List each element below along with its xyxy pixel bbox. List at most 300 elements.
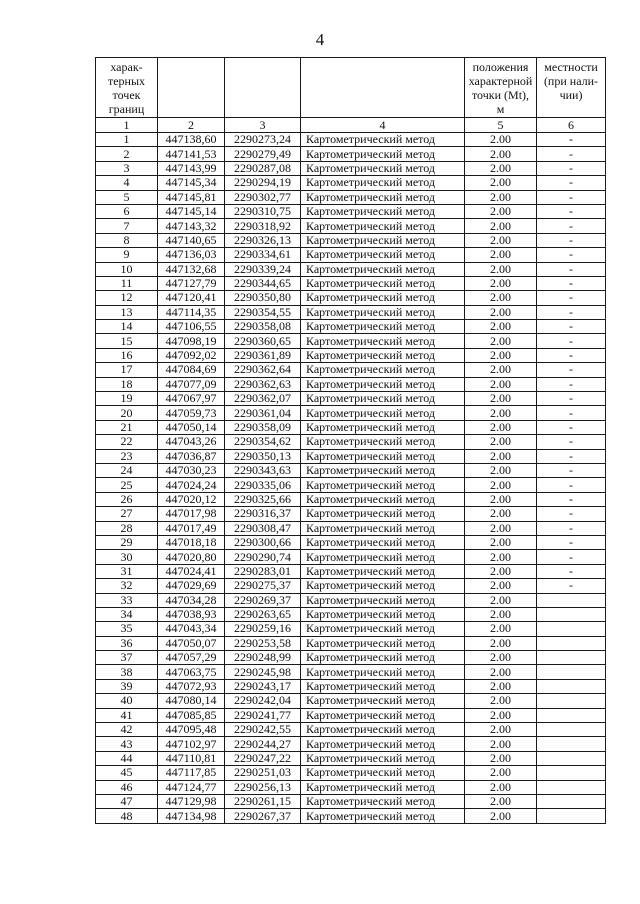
point-number-cell: 31 <box>96 564 158 578</box>
coord-y-cell: 2290343,63 <box>225 463 301 477</box>
table-row <box>96 665 606 679</box>
method-cell: Картометрический метод <box>301 651 465 665</box>
accuracy-cell: 2.00 <box>465 478 537 492</box>
description-cell: - <box>537 320 606 334</box>
coordinates-table-body <box>96 58 606 824</box>
coord-x-cell: 447127,79 <box>158 276 225 290</box>
point-number-cell: 35 <box>96 622 158 636</box>
coord-x-cell: 447102,97 <box>158 737 225 751</box>
point-number-cell: 36 <box>96 636 158 650</box>
description-cell <box>537 636 606 650</box>
table-row <box>96 708 606 722</box>
accuracy-cell: 2.00 <box>465 147 537 161</box>
coord-x-cell: 447034,28 <box>158 593 225 607</box>
table-row <box>96 363 606 377</box>
coord-y-cell: 2290335,06 <box>225 478 301 492</box>
coord-x-cell: 447114,35 <box>158 305 225 319</box>
accuracy-cell: 2.00 <box>465 377 537 391</box>
table-row <box>96 478 606 492</box>
coord-y-cell: 2290361,04 <box>225 406 301 420</box>
description-cell <box>537 607 606 621</box>
coord-y-cell: 2290344,65 <box>225 276 301 290</box>
coord-y-cell: 2290287,08 <box>225 161 301 175</box>
coord-x-cell: 447059,73 <box>158 406 225 420</box>
accuracy-cell: 2.00 <box>465 305 537 319</box>
method-cell: Картометрический метод <box>301 435 465 449</box>
method-cell: Картометрический метод <box>301 190 465 204</box>
coord-y-cell: 2290325,66 <box>225 492 301 506</box>
point-number-cell: 8 <box>96 233 158 247</box>
description-cell: - <box>537 420 606 434</box>
accuracy-cell: 2.00 <box>465 694 537 708</box>
accuracy-cell: 2.00 <box>465 809 537 823</box>
method-cell: Картометрический метод <box>301 348 465 362</box>
coord-y-cell: 2290300,66 <box>225 535 301 549</box>
point-number-cell: 45 <box>96 766 158 780</box>
method-cell: Картометрический метод <box>301 679 465 693</box>
column-number: 5 <box>465 118 537 133</box>
coord-x-cell: 447024,41 <box>158 564 225 578</box>
table-row <box>96 219 606 233</box>
description-cell: - <box>537 449 606 463</box>
accuracy-cell: 2.00 <box>465 651 537 665</box>
table-row <box>96 679 606 693</box>
point-number-cell: 12 <box>96 291 158 305</box>
accuracy-cell: 2.00 <box>465 751 537 765</box>
coord-x-cell: 447141,53 <box>158 147 225 161</box>
coord-y-cell: 2290334,61 <box>225 248 301 262</box>
coord-x-cell: 447110,81 <box>158 751 225 765</box>
point-number-cell: 29 <box>96 535 158 549</box>
accuracy-cell: 2.00 <box>465 593 537 607</box>
accuracy-cell: 2.00 <box>465 449 537 463</box>
accuracy-cell: 2.00 <box>465 392 537 406</box>
coord-y-cell: 2290273,24 <box>225 133 301 147</box>
accuracy-cell: 2.00 <box>465 348 537 362</box>
description-cell: - <box>537 334 606 348</box>
method-cell: Картометрический метод <box>301 233 465 247</box>
coord-x-cell: 447145,81 <box>158 190 225 204</box>
description-cell: - <box>537 133 606 147</box>
point-number-cell: 34 <box>96 607 158 621</box>
point-number-cell: 28 <box>96 521 158 535</box>
method-cell: Картометрический метод <box>301 248 465 262</box>
coord-x-cell: 447129,98 <box>158 794 225 808</box>
header-accuracy: положения характерной точки (Mt), м <box>465 58 537 118</box>
coord-x-cell: 447120,41 <box>158 291 225 305</box>
description-cell <box>537 679 606 693</box>
point-number-cell: 26 <box>96 492 158 506</box>
coord-y-cell: 2290354,62 <box>225 435 301 449</box>
accuracy-cell: 2.00 <box>465 262 537 276</box>
point-number-cell: 40 <box>96 694 158 708</box>
table-row <box>96 723 606 737</box>
coord-x-cell: 447043,26 <box>158 435 225 449</box>
accuracy-cell: 2.00 <box>465 636 537 650</box>
point-number-cell: 11 <box>96 276 158 290</box>
coord-y-cell: 2290248,99 <box>225 651 301 665</box>
point-number-cell: 5 <box>96 190 158 204</box>
coord-x-cell: 447030,23 <box>158 463 225 477</box>
coord-x-cell: 447017,49 <box>158 521 225 535</box>
description-cell: - <box>537 507 606 521</box>
accuracy-cell: 2.00 <box>465 622 537 636</box>
method-cell: Картометрический метод <box>301 766 465 780</box>
description-cell <box>537 780 606 794</box>
description-cell: - <box>537 233 606 247</box>
table-row <box>96 780 606 794</box>
coord-x-cell: 447106,55 <box>158 320 225 334</box>
coord-x-cell: 447132,68 <box>158 262 225 276</box>
method-cell: Картометрический метод <box>301 176 465 190</box>
coord-x-cell: 447036,87 <box>158 449 225 463</box>
coord-y-cell: 2290362,64 <box>225 363 301 377</box>
method-cell: Картометрический метод <box>301 204 465 218</box>
coord-x-cell: 447136,03 <box>158 248 225 262</box>
table-row <box>96 521 606 535</box>
coord-y-cell: 2290245,98 <box>225 665 301 679</box>
table-row <box>96 420 606 434</box>
coord-y-cell: 2290253,58 <box>225 636 301 650</box>
column-number-row <box>96 118 606 133</box>
coord-y-cell: 2290360,65 <box>225 334 301 348</box>
method-cell: Картометрический метод <box>301 665 465 679</box>
accuracy-cell: 2.00 <box>465 363 537 377</box>
table-row <box>96 564 606 578</box>
coord-x-cell: 447143,32 <box>158 219 225 233</box>
point-number-cell: 32 <box>96 579 158 593</box>
accuracy-cell: 2.00 <box>465 176 537 190</box>
method-cell: Картометрический метод <box>301 737 465 751</box>
accuracy-cell: 2.00 <box>465 521 537 535</box>
table-row <box>96 636 606 650</box>
point-number-cell: 38 <box>96 665 158 679</box>
point-number-cell: 3 <box>96 161 158 175</box>
accuracy-cell: 2.00 <box>465 579 537 593</box>
coord-y-cell: 2290290,74 <box>225 550 301 564</box>
table-row <box>96 535 606 549</box>
accuracy-cell: 2.00 <box>465 276 537 290</box>
point-number-cell: 17 <box>96 363 158 377</box>
table-row <box>96 766 606 780</box>
point-number-cell: 14 <box>96 320 158 334</box>
description-cell: - <box>537 348 606 362</box>
coord-x-cell: 447124,77 <box>158 780 225 794</box>
point-number-cell: 47 <box>96 794 158 808</box>
coord-y-cell: 2290269,37 <box>225 593 301 607</box>
point-number-cell: 37 <box>96 651 158 665</box>
table-row <box>96 593 606 607</box>
description-cell: - <box>537 363 606 377</box>
point-number-cell: 44 <box>96 751 158 765</box>
method-cell: Картометрический метод <box>301 276 465 290</box>
description-cell <box>537 593 606 607</box>
coord-x-cell: 447020,12 <box>158 492 225 506</box>
method-cell: Картометрический метод <box>301 535 465 549</box>
table-row <box>96 449 606 463</box>
description-cell: - <box>537 262 606 276</box>
accuracy-cell: 2.00 <box>465 233 537 247</box>
accuracy-cell: 2.00 <box>465 133 537 147</box>
coord-y-cell: 2290259,16 <box>225 622 301 636</box>
point-number-cell: 25 <box>96 478 158 492</box>
table-row <box>96 291 606 305</box>
coord-y-cell: 2290350,80 <box>225 291 301 305</box>
method-cell: Картометрический метод <box>301 636 465 650</box>
column-number: 1 <box>96 118 158 133</box>
accuracy-cell: 2.00 <box>465 248 537 262</box>
point-number-cell: 48 <box>96 809 158 823</box>
coord-x-cell: 447080,14 <box>158 694 225 708</box>
coord-x-cell: 447050,07 <box>158 636 225 650</box>
coord-x-cell: 447038,93 <box>158 607 225 621</box>
table-row <box>96 276 606 290</box>
coord-x-cell: 447145,34 <box>158 176 225 190</box>
coord-y-cell: 2290316,37 <box>225 507 301 521</box>
method-cell: Картометрический метод <box>301 334 465 348</box>
coord-x-cell: 447098,19 <box>158 334 225 348</box>
description-cell <box>537 622 606 636</box>
point-number-cell: 39 <box>96 679 158 693</box>
coord-x-cell: 447072,93 <box>158 679 225 693</box>
point-number-cell: 33 <box>96 593 158 607</box>
page-number: 4 <box>315 30 325 49</box>
point-number-cell: 22 <box>96 435 158 449</box>
accuracy-cell: 2.00 <box>465 320 537 334</box>
point-number-cell: 16 <box>96 348 158 362</box>
coord-y-cell: 2290244,27 <box>225 737 301 751</box>
description-cell <box>537 766 606 780</box>
coord-x-cell: 447020,80 <box>158 550 225 564</box>
coord-y-cell: 2290263,65 <box>225 607 301 621</box>
table-row <box>96 204 606 218</box>
coord-y-cell: 2290310,75 <box>225 204 301 218</box>
table-row <box>96 176 606 190</box>
table-row <box>96 607 606 621</box>
accuracy-cell: 2.00 <box>465 535 537 549</box>
table-row <box>96 406 606 420</box>
description-cell: - <box>537 291 606 305</box>
coord-y-cell: 2290358,08 <box>225 320 301 334</box>
coordinates-table <box>95 57 606 824</box>
table-row <box>96 694 606 708</box>
coord-x-cell: 447077,09 <box>158 377 225 391</box>
description-cell: - <box>537 161 606 175</box>
method-cell: Картометрический метод <box>301 262 465 276</box>
point-number-cell: 19 <box>96 392 158 406</box>
accuracy-cell: 2.00 <box>465 723 537 737</box>
accuracy-cell: 2.00 <box>465 794 537 808</box>
coord-y-cell: 2290361,89 <box>225 348 301 362</box>
method-cell: Картометрический метод <box>301 147 465 161</box>
point-number-cell: 13 <box>96 305 158 319</box>
coord-x-cell: 447145,14 <box>158 204 225 218</box>
point-number-cell: 21 <box>96 420 158 434</box>
coord-y-cell: 2290358,09 <box>225 420 301 434</box>
table-header-row <box>96 58 606 118</box>
method-cell: Картометрический метод <box>301 507 465 521</box>
description-cell: - <box>537 579 606 593</box>
accuracy-cell: 2.00 <box>465 463 537 477</box>
description-cell: - <box>537 204 606 218</box>
point-number-cell: 42 <box>96 723 158 737</box>
description-cell <box>537 708 606 722</box>
method-cell: Картометрический метод <box>301 622 465 636</box>
coord-y-cell: 2290241,77 <box>225 708 301 722</box>
method-cell: Картометрический метод <box>301 607 465 621</box>
description-cell: - <box>537 190 606 204</box>
table-row <box>96 794 606 808</box>
accuracy-cell: 2.00 <box>465 204 537 218</box>
description-cell <box>537 794 606 808</box>
method-cell: Картометрический метод <box>301 420 465 434</box>
coord-y-cell: 2290350,13 <box>225 449 301 463</box>
description-cell: - <box>537 463 606 477</box>
description-cell: - <box>537 564 606 578</box>
header-coord-x <box>158 58 225 118</box>
table-row <box>96 262 606 276</box>
table-row <box>96 492 606 506</box>
method-cell: Картометрический метод <box>301 809 465 823</box>
description-cell: - <box>537 550 606 564</box>
accuracy-cell: 2.00 <box>465 607 537 621</box>
description-cell: - <box>537 406 606 420</box>
coord-x-cell: 447117,85 <box>158 766 225 780</box>
point-number-cell: 30 <box>96 550 158 564</box>
method-cell: Картометрический метод <box>301 291 465 305</box>
coord-x-cell: 447084,69 <box>158 363 225 377</box>
method-cell: Картометрический метод <box>301 219 465 233</box>
coord-y-cell: 2290243,17 <box>225 679 301 693</box>
point-number-cell: 18 <box>96 377 158 391</box>
coord-x-cell: 447063,75 <box>158 665 225 679</box>
point-number-cell: 10 <box>96 262 158 276</box>
description-cell <box>537 694 606 708</box>
method-cell: Картометрический метод <box>301 579 465 593</box>
point-number-cell: 2 <box>96 147 158 161</box>
method-cell: Картометрический метод <box>301 780 465 794</box>
method-cell: Картометрический метод <box>301 406 465 420</box>
description-cell <box>537 737 606 751</box>
table-row <box>96 579 606 593</box>
description-cell <box>537 665 606 679</box>
point-number-cell: 7 <box>96 219 158 233</box>
accuracy-cell: 2.00 <box>465 679 537 693</box>
accuracy-cell: 2.00 <box>465 780 537 794</box>
table-row <box>96 161 606 175</box>
coord-x-cell: 447017,98 <box>158 507 225 521</box>
coord-y-cell: 2290267,37 <box>225 809 301 823</box>
coord-y-cell: 2290308,47 <box>225 521 301 535</box>
coord-y-cell: 2290256,13 <box>225 780 301 794</box>
method-cell: Картометрический метод <box>301 377 465 391</box>
description-cell: - <box>537 305 606 319</box>
coord-x-cell: 447085,85 <box>158 708 225 722</box>
coord-x-cell: 447029,69 <box>158 579 225 593</box>
description-cell <box>537 723 606 737</box>
column-number: 2 <box>158 118 225 133</box>
coord-x-cell: 447092,02 <box>158 348 225 362</box>
point-number-cell: 6 <box>96 204 158 218</box>
coord-y-cell: 2290242,04 <box>225 694 301 708</box>
point-number-cell: 20 <box>96 406 158 420</box>
coord-y-cell: 2290339,24 <box>225 262 301 276</box>
accuracy-cell: 2.00 <box>465 492 537 506</box>
accuracy-cell: 2.00 <box>465 766 537 780</box>
coord-y-cell: 2290275,37 <box>225 579 301 593</box>
method-cell: Картометрический метод <box>301 593 465 607</box>
table-row <box>96 133 606 147</box>
table-row <box>96 147 606 161</box>
table-row <box>96 463 606 477</box>
description-cell <box>537 751 606 765</box>
description-cell: - <box>537 521 606 535</box>
coord-y-cell: 2290283,01 <box>225 564 301 578</box>
header-coord-y <box>225 58 301 118</box>
accuracy-cell: 2.00 <box>465 291 537 305</box>
table-row <box>96 305 606 319</box>
point-number-cell: 9 <box>96 248 158 262</box>
table-row <box>96 622 606 636</box>
coord-x-cell: 447043,34 <box>158 622 225 636</box>
table-row <box>96 233 606 247</box>
description-cell: - <box>537 435 606 449</box>
method-cell: Картометрический метод <box>301 161 465 175</box>
method-cell: Картометрический метод <box>301 723 465 737</box>
coord-x-cell: 447018,18 <box>158 535 225 549</box>
description-cell: - <box>537 377 606 391</box>
coord-x-cell: 447134,98 <box>158 809 225 823</box>
accuracy-cell: 2.00 <box>465 219 537 233</box>
accuracy-cell: 2.00 <box>465 665 537 679</box>
description-cell: - <box>537 276 606 290</box>
description-cell: - <box>537 147 606 161</box>
column-number: 4 <box>301 118 465 133</box>
coord-y-cell: 2290279,49 <box>225 147 301 161</box>
table-row <box>96 751 606 765</box>
table-row <box>96 320 606 334</box>
coord-x-cell: 447138,60 <box>158 133 225 147</box>
accuracy-cell: 2.00 <box>465 334 537 348</box>
description-cell: - <box>537 392 606 406</box>
table-row <box>96 737 606 751</box>
description-cell: - <box>537 535 606 549</box>
point-number-cell: 27 <box>96 507 158 521</box>
point-number-cell: 4 <box>96 176 158 190</box>
accuracy-cell: 2.00 <box>465 435 537 449</box>
header-method <box>301 58 465 118</box>
method-cell: Картометрический метод <box>301 550 465 564</box>
method-cell: Картометрический метод <box>301 751 465 765</box>
table-row <box>96 809 606 823</box>
accuracy-cell: 2.00 <box>465 406 537 420</box>
point-number-cell: 24 <box>96 463 158 477</box>
table-row <box>96 435 606 449</box>
coord-y-cell: 2290318,92 <box>225 219 301 233</box>
point-number-cell: 43 <box>96 737 158 751</box>
coord-y-cell: 2290326,13 <box>225 233 301 247</box>
method-cell: Картометрический метод <box>301 363 465 377</box>
method-cell: Картометрический метод <box>301 478 465 492</box>
column-number: 3 <box>225 118 301 133</box>
coord-y-cell: 2290247,22 <box>225 751 301 765</box>
accuracy-cell: 2.00 <box>465 161 537 175</box>
header-point-number: харак-терных точек границ <box>96 58 158 118</box>
method-cell: Картометрический метод <box>301 463 465 477</box>
coord-x-cell: 447067,97 <box>158 392 225 406</box>
description-cell: - <box>537 492 606 506</box>
accuracy-cell: 2.00 <box>465 737 537 751</box>
